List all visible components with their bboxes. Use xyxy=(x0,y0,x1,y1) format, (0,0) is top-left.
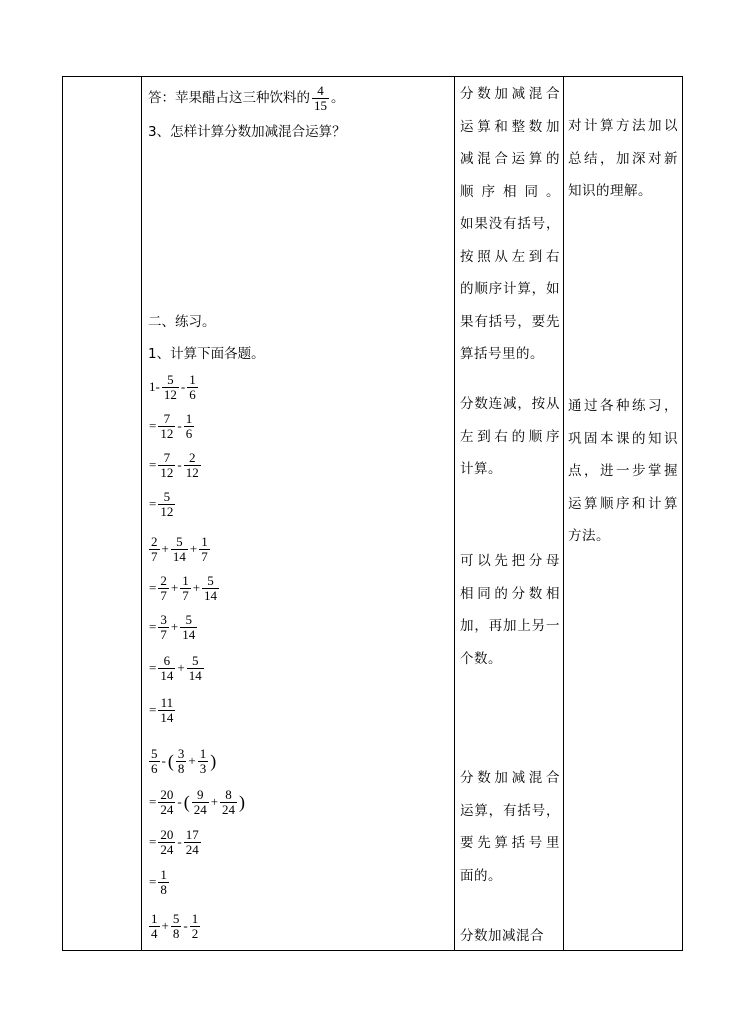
fraction-denominator: 14 xyxy=(160,667,174,683)
math-operator: - xyxy=(177,457,182,472)
exercise-1-heading: 1、计算下面各题。 xyxy=(148,346,265,362)
fraction xyxy=(158,412,175,441)
teaching-note-line: 分数连减，按从 xyxy=(460,396,560,412)
math-operator: - xyxy=(177,794,182,809)
teaching-note-line: 加，再加上另一 xyxy=(460,618,560,634)
fraction-denominator: 14 xyxy=(182,626,196,642)
teaching-note-5 xyxy=(460,920,560,953)
answer-fraction-denominator: 15 xyxy=(314,97,327,113)
parenthesis: ) xyxy=(239,792,246,812)
fraction xyxy=(158,696,175,725)
answer-fraction xyxy=(312,84,329,113)
fraction-denominator: 14 xyxy=(172,548,186,564)
fraction xyxy=(180,574,191,603)
fraction-denominator: 6 xyxy=(185,425,193,441)
math-operator: = xyxy=(149,496,157,511)
fraction-denominator: 4 xyxy=(151,925,158,941)
fraction-denominator: 8 xyxy=(177,760,185,776)
fraction-denominator: 6 xyxy=(189,386,196,402)
teaching-note-line: 算括号里的。 xyxy=(460,346,544,362)
math-operator: = xyxy=(149,874,157,889)
design-intent-line: 运算顺序和计算 xyxy=(568,495,678,512)
teaching-note-line: 如果没有括号， xyxy=(460,216,560,232)
fraction-numerator: 2 xyxy=(151,533,158,549)
math-step xyxy=(148,741,217,781)
teaching-note-line: 果有括号，要先 xyxy=(460,313,560,330)
fraction xyxy=(149,535,160,564)
teaching-note-line: 可以先把分母 xyxy=(460,553,560,569)
fraction-numerator: 7 xyxy=(163,410,171,426)
teaching-note-line: 左到右的顺序 xyxy=(460,428,560,445)
design-intent-line: 巩固本课的知识 xyxy=(568,430,678,447)
fraction xyxy=(184,828,201,857)
answer-line xyxy=(148,80,448,116)
fraction-numerator: 5 xyxy=(151,745,158,761)
fraction xyxy=(158,828,175,857)
math-step xyxy=(148,906,201,946)
fraction-numerator: 1 xyxy=(189,371,196,387)
design-intent-line: 方法。 xyxy=(568,528,610,544)
question-3: 3、怎样计算分数加减混合运算？ xyxy=(148,124,346,140)
design-intent-2 xyxy=(568,390,678,553)
math-operator: = xyxy=(149,457,157,472)
parenthesis: ) xyxy=(210,751,217,771)
teaching-note-line: 计算。 xyxy=(460,461,502,477)
math-operator: 1- xyxy=(149,379,160,394)
fraction-denominator: 12 xyxy=(160,503,174,519)
answer-suffix: 。 xyxy=(331,90,345,106)
teaching-note-line: 要先算括号里 xyxy=(460,835,560,851)
fraction-numerator: 1 xyxy=(151,910,158,926)
math-operator: = xyxy=(149,619,157,634)
fraction-numerator: 5 xyxy=(172,910,180,926)
fraction-denominator: 24 xyxy=(185,841,199,857)
math-operator: - xyxy=(177,418,182,433)
fraction-numerator: 20 xyxy=(160,826,174,842)
fraction-numerator: 17 xyxy=(185,826,199,842)
design-intent-1 xyxy=(568,110,678,208)
math-step xyxy=(148,690,176,730)
math-operator: = xyxy=(149,660,157,675)
fraction-numerator: 1 xyxy=(182,572,189,588)
fraction xyxy=(192,788,209,817)
fraction xyxy=(158,613,169,642)
math-operator: - xyxy=(161,753,166,768)
math-operator: + xyxy=(189,541,198,556)
fraction xyxy=(158,788,175,817)
fraction-denominator: 8 xyxy=(160,881,167,897)
math-step xyxy=(148,782,246,822)
fraction xyxy=(158,451,175,480)
fraction xyxy=(149,912,160,941)
fraction-numerator: 1 xyxy=(199,745,207,761)
design-intent-line: 通过各种练习， xyxy=(568,398,678,414)
fraction-denominator: 24 xyxy=(160,801,174,817)
fraction-denominator: 14 xyxy=(204,587,218,603)
fraction-numerator: 7 xyxy=(163,449,171,465)
fraction xyxy=(198,747,209,776)
teaching-note-line: 分数加减混合 xyxy=(460,928,544,944)
fraction-numerator: 1 xyxy=(160,866,167,882)
fraction xyxy=(171,535,188,564)
fraction-numerator: 9 xyxy=(196,786,204,802)
fraction-denominator: 12 xyxy=(160,425,174,441)
math-operator: - xyxy=(177,834,182,849)
design-intent-line: 对计算方法加以 xyxy=(568,118,678,134)
fraction xyxy=(199,535,210,564)
math-operator: = xyxy=(149,702,157,717)
parenthesis: ( xyxy=(183,792,190,812)
math-operator: + xyxy=(210,794,219,809)
fraction xyxy=(184,451,201,480)
math-step xyxy=(148,529,211,569)
design-intent-line: 知识的理解。 xyxy=(568,183,652,199)
fraction-numerator: 1 xyxy=(185,410,193,426)
section-practice-heading: 二、练习。 xyxy=(148,314,216,330)
fraction-denominator: 7 xyxy=(201,548,208,564)
fraction xyxy=(158,574,169,603)
teaching-note-line: 面的。 xyxy=(460,867,502,884)
table-top-border xyxy=(62,76,682,77)
fraction-numerator: 3 xyxy=(177,745,185,761)
fraction-denominator: 7 xyxy=(151,548,158,564)
math-operator: = xyxy=(149,834,157,849)
fraction-denominator: 24 xyxy=(222,801,236,817)
teaching-note-line: 顺序相同。 xyxy=(460,183,560,200)
parenthesis: ( xyxy=(167,751,174,771)
teaching-note-line: 运算和整数加 xyxy=(460,118,560,135)
math-step xyxy=(148,822,202,862)
math-operator: + xyxy=(161,918,169,933)
fraction-denominator: 7 xyxy=(160,626,167,642)
math-operator: = xyxy=(149,418,157,433)
column-divider-1 xyxy=(141,76,142,951)
math-operator: + xyxy=(192,580,201,595)
fraction xyxy=(162,373,179,402)
math-step xyxy=(148,862,170,902)
math-operator: = xyxy=(149,580,157,595)
fraction xyxy=(176,747,187,776)
math-step xyxy=(148,406,195,446)
fraction xyxy=(158,654,175,683)
design-intent-line: 点，进一步掌握 xyxy=(568,463,678,479)
answer-text: 答：苹果醋占这三种饮料的 xyxy=(148,90,310,106)
fraction-numerator: 5 xyxy=(207,572,214,588)
teaching-note-line: 的顺序计算，如 xyxy=(460,281,560,297)
fraction xyxy=(190,912,201,941)
math-step xyxy=(148,484,176,524)
fraction-numerator: 5 xyxy=(185,611,192,627)
teaching-note-line: 按照从左到右 xyxy=(460,248,560,265)
table-left-border xyxy=(62,76,63,951)
fraction xyxy=(149,747,160,776)
fraction-denominator: 7 xyxy=(182,587,189,603)
math-step xyxy=(148,607,198,647)
fraction-numerator: 8 xyxy=(225,786,232,802)
math-step xyxy=(148,367,199,407)
teaching-note-2 xyxy=(460,388,560,486)
fraction-numerator: 2 xyxy=(188,449,196,465)
math-operator: = xyxy=(149,794,157,809)
fraction-numerator: 11 xyxy=(160,694,174,710)
teaching-note-line: 减混合运算的 xyxy=(460,151,560,167)
fraction-numerator: 5 xyxy=(191,652,199,668)
fraction-numerator: 5 xyxy=(163,488,171,504)
fraction-denominator: 12 xyxy=(185,464,199,480)
fraction xyxy=(171,912,182,941)
fraction-denominator: 6 xyxy=(151,760,158,776)
column-divider-3 xyxy=(563,76,564,951)
teaching-note-1 xyxy=(460,78,560,371)
fraction-numerator: 20 xyxy=(160,786,174,802)
fraction xyxy=(158,490,175,519)
fraction-denominator: 2 xyxy=(191,925,199,941)
math-step xyxy=(148,568,220,608)
math-operator: - xyxy=(183,918,188,933)
design-intent-line: 总结，加深对新 xyxy=(568,150,678,167)
column-divider-2 xyxy=(454,76,455,951)
fraction xyxy=(184,412,195,441)
math-operator: + xyxy=(188,753,196,768)
fraction-numerator: 5 xyxy=(167,371,174,387)
math-step xyxy=(148,648,205,688)
math-operator: + xyxy=(170,619,179,634)
fraction xyxy=(158,868,169,897)
teaching-note-line: 个数。 xyxy=(460,650,502,667)
fraction-numerator: 2 xyxy=(160,572,167,588)
table-right-border xyxy=(682,76,683,951)
fraction xyxy=(220,788,237,817)
fraction-numerator: 3 xyxy=(160,611,167,627)
math-operator: + xyxy=(161,541,169,556)
fraction-denominator: 14 xyxy=(188,667,202,683)
table-bottom-border xyxy=(62,950,682,951)
math-operator: + xyxy=(170,580,179,595)
teaching-note-line: 分数加减混合 xyxy=(460,86,560,102)
fraction-numerator: 6 xyxy=(163,652,171,668)
answer-fraction-numerator: 4 xyxy=(317,82,324,98)
fraction-denominator: 3 xyxy=(199,760,207,776)
fraction-denominator: 8 xyxy=(172,925,180,941)
math-step xyxy=(148,445,202,485)
math-operator: - xyxy=(180,379,186,394)
fraction-denominator: 24 xyxy=(193,801,207,817)
fraction xyxy=(180,613,197,642)
teaching-note-line: 运算，有括号， xyxy=(460,802,560,819)
fraction-numerator: 5 xyxy=(176,533,183,549)
fraction-numerator: 1 xyxy=(201,533,208,549)
fraction-denominator: 7 xyxy=(160,587,167,603)
fraction xyxy=(202,574,219,603)
fraction-denominator: 12 xyxy=(163,386,177,402)
fraction-numerator: 1 xyxy=(191,910,199,926)
teaching-note-4 xyxy=(460,762,560,892)
fraction xyxy=(187,654,204,683)
fraction-denominator: 24 xyxy=(160,841,174,857)
teaching-note-line: 相同的分数相 xyxy=(460,585,560,602)
teaching-note-3 xyxy=(460,545,560,675)
math-operator: + xyxy=(177,660,185,675)
teaching-note-line: 分数加减混合 xyxy=(460,770,560,786)
fraction-denominator: 12 xyxy=(160,464,174,480)
fraction-denominator: 14 xyxy=(160,709,174,725)
fraction xyxy=(187,373,198,402)
